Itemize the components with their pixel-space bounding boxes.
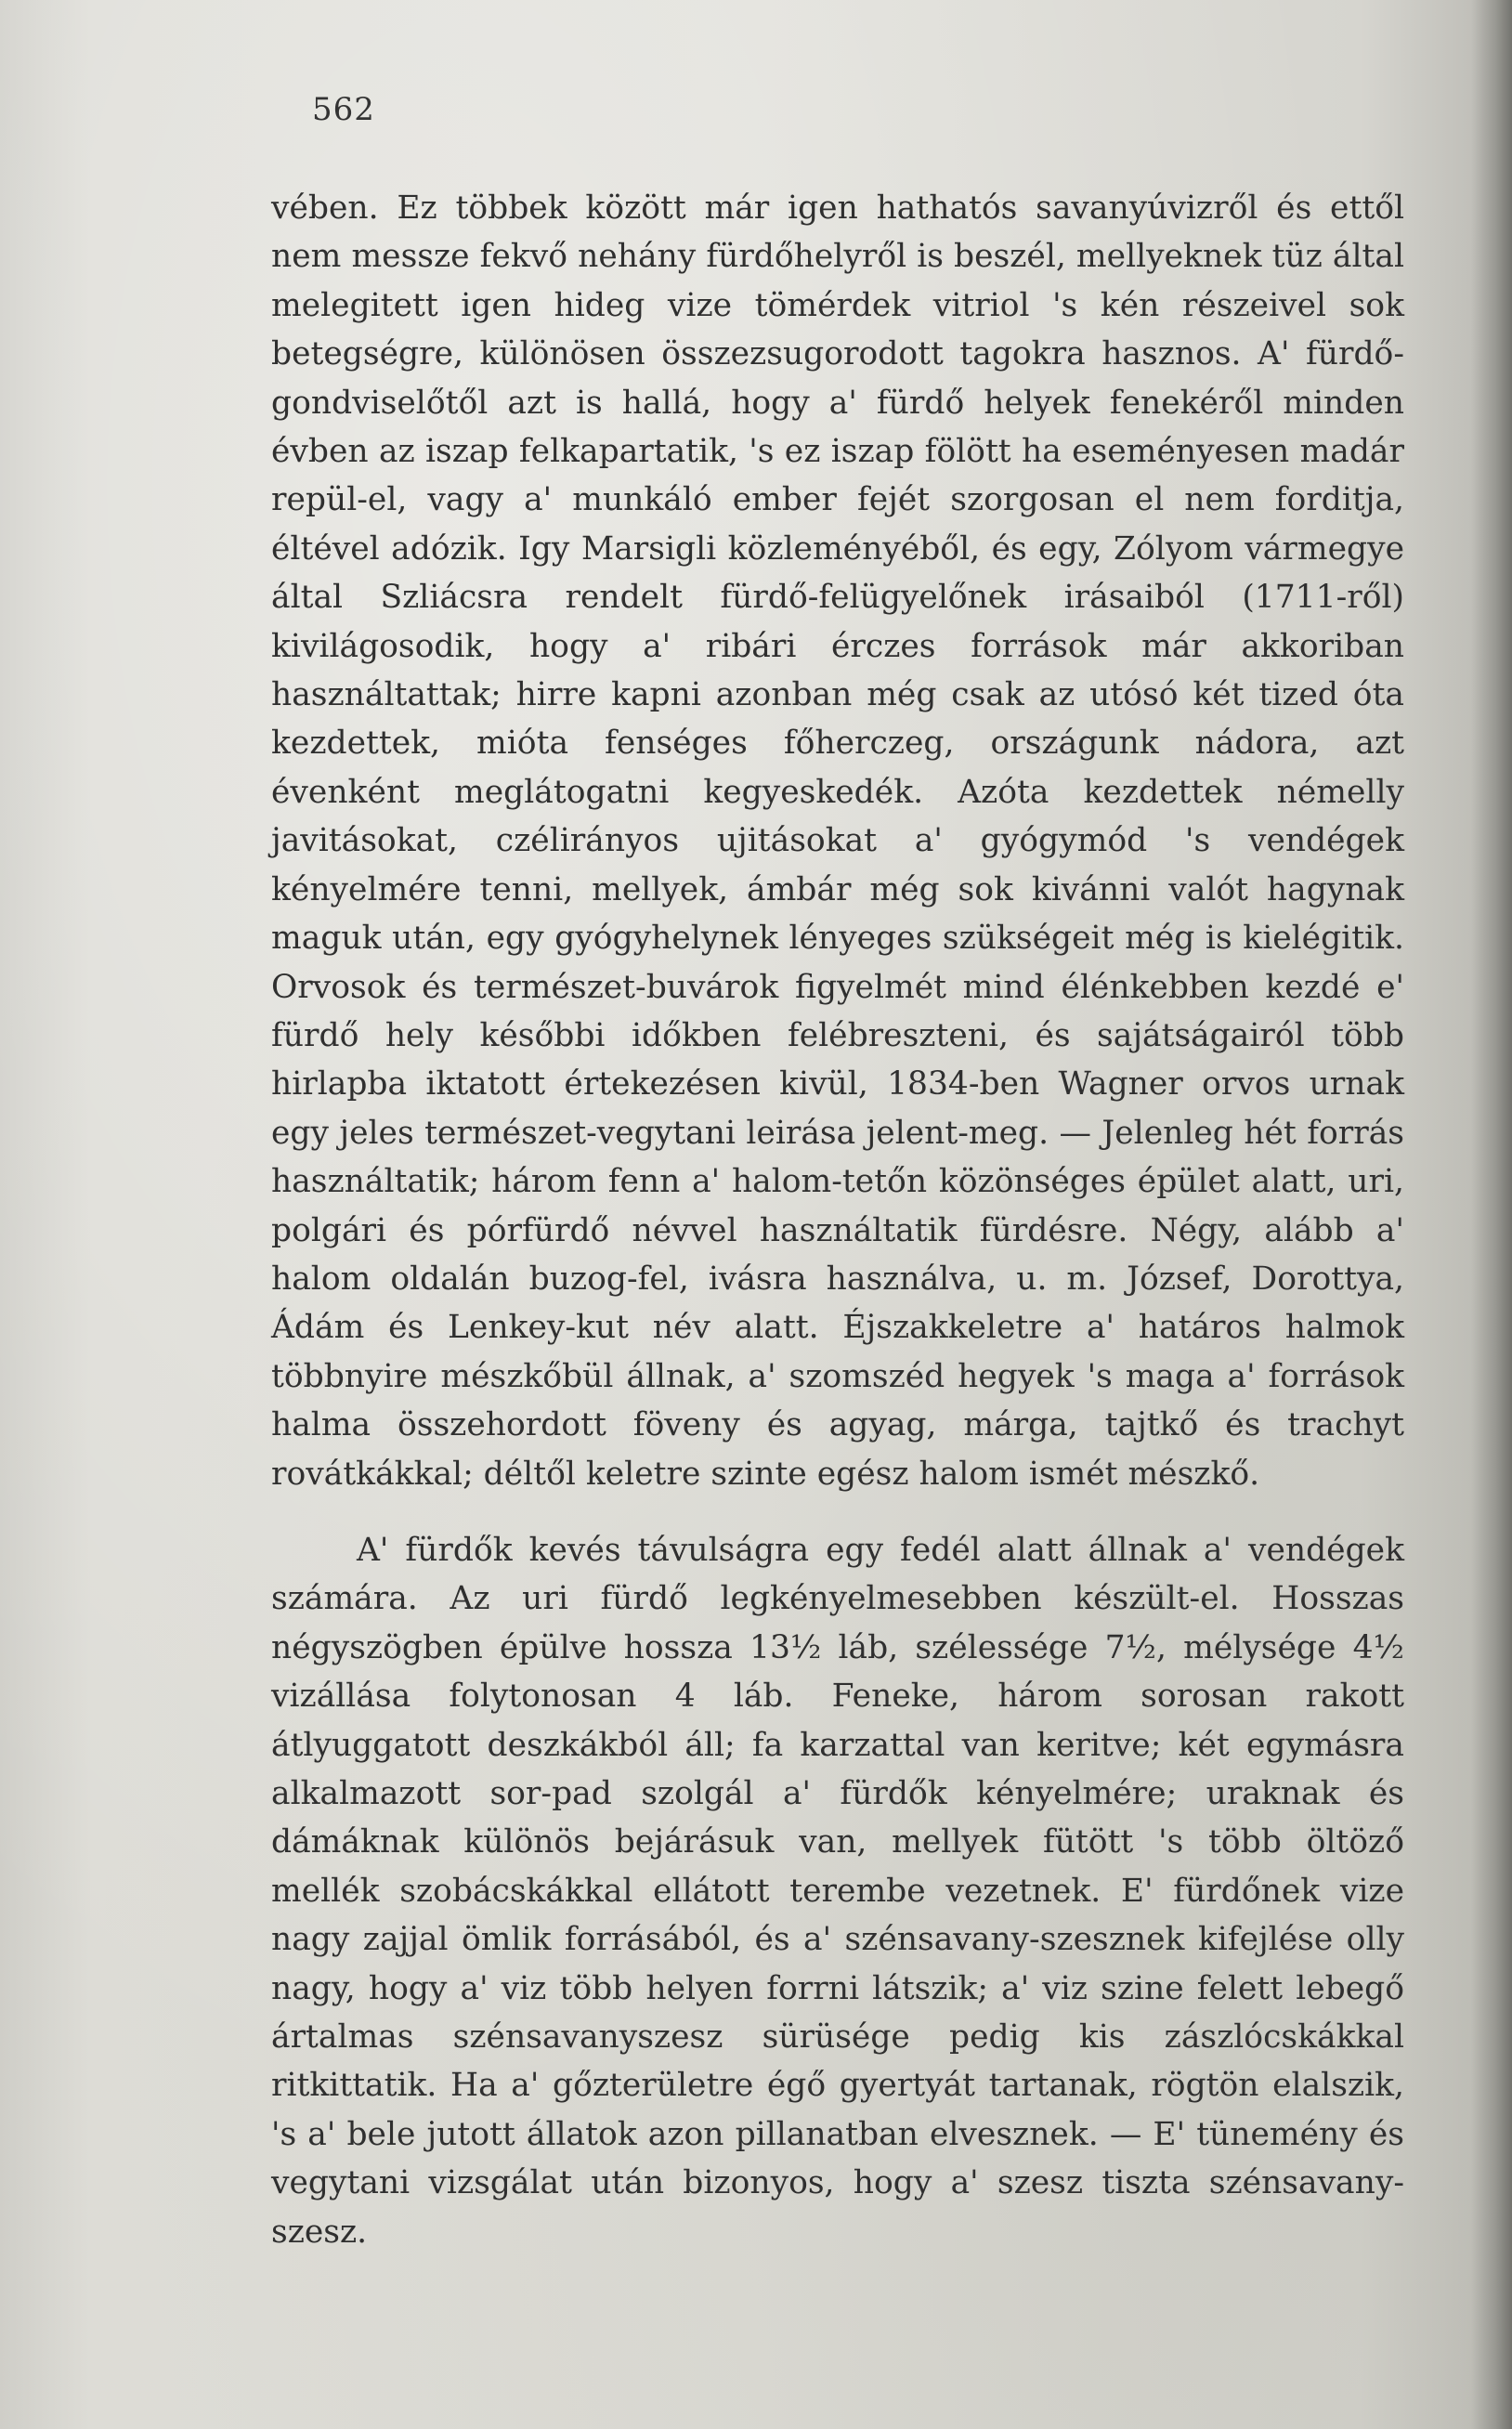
page-edge-shadow	[1471, 0, 1512, 2429]
paragraph-2: A' fürdők kevés távulságra egy fedél alatt állnak a' vendégek számára. Az uri fürdő legkényelmesebben készült-el. Hosszas négyszögben épülve hossza 13½ láb, szélessége 7½, mélysége 4½ vizállása folytonosan 4 láb. Feneke, három sorosan rakott átlyuggatott deszkákból áll; fa karzattal van keritve; két egymásra alkalmazott sor-pad szolgál a' fürdők kényelmére; uraknak és dámáknak különös bejárásuk van, mellyek fütött 's több öltöző mellék szobácskákkal ellátott terembe vezetnek. E' fürdőnek vize nagy zajjal ömlik forrásából, és a' szénsavany-szesznek kifejlése olly nagy, hogy a' viz több helyen forrni látszik; a' viz szine felett lebegő ártalmas szénsavanyszesz sürüsége pedig kis zászlócskákkal ritkittatik. Ha a' gőzterületre égő gyertyát tartanak, rögtön elalszik, 's a' bele jutott állatok azon pillanatban elvesznek. — E' tünemény és vegytani vizsgálat után bizonyos, hogy a' szesz tiszta szénsavany-szesz.	[271, 1531, 1404, 2251]
page-number: 562	[312, 91, 375, 128]
paragraph-1: vében. Ez többek között már igen hathatós savanyúvizről és ettől nem messze fekvő nehány fürdőhelyről is beszél, mellyeknek tüz által melegitett igen hideg vize tömérdek vitriol 's kén részeivel sok betegségre, különösen összezsugorodott tagokra hasznos. A' fürdő-gondviselőtől azt is hallá, hogy a' fürdő helyek fenekéről minden évben az iszap felkapartatik, 's ez iszap fölött ha eseményesen madár repül-el, vagy a' munkáló ember fejét szorgosan el nem forditja, éltével adózik. Igy Marsigli közleményéből, és egy, Zólyom vármegye által Szliácsra rendelt fürdő-felügyelőnek irásaiból (1711-ről) kivilágosodik, hogy a' ribári érczes források már akkoriban használtattak; hirre kapni azonban még csak az utósó két tized óta kezdettek, mióta fenséges főherczeg, országunk nádora, azt évenként meglátogatni kegyeskedék. Azóta kezdettek némelly javitásokat, czélirányos ujitásokat a' gyógymód 's vendégek kényelmére tenni, mellyek, ámbár még sok kivánni valót hagynak maguk után, egy gyógyhelynek lényeges szükségeit még is kielégitik. Orvosok és természet-buvárok figyelmét mind élénkebben kezdé e' fürdő hely későbbi időkben felébreszteni, és sajátságairól több hirlapba iktatott értekezésen kivül, 1834-ben Wagner orvos urnak egy jeles természet-vegytani leirása jelent-meg. — Jelenleg hét forrás használtatik; három fenn a' halom-tetőn közönséges épület alatt, uri, polgári és pórfürdő névvel használtatik fürdésre. Négy, alább a' halom oldalán buzog-fel, ivásra használva, u. m. József, Dorottya, Ádám és Lenkey-kut név alatt. Éjszakkeletre a' határos halmok többnyire mészkőbül állnak, a' szomszéd hegyek 's maga a' források halma összehordott föveny és agyag, márga, tajtkő és trachyt rovátkákkal; déltől keletre szinte egész halom ismét mészkő.	[271, 189, 1404, 1493]
body-text	[271, 184, 1404, 2256]
